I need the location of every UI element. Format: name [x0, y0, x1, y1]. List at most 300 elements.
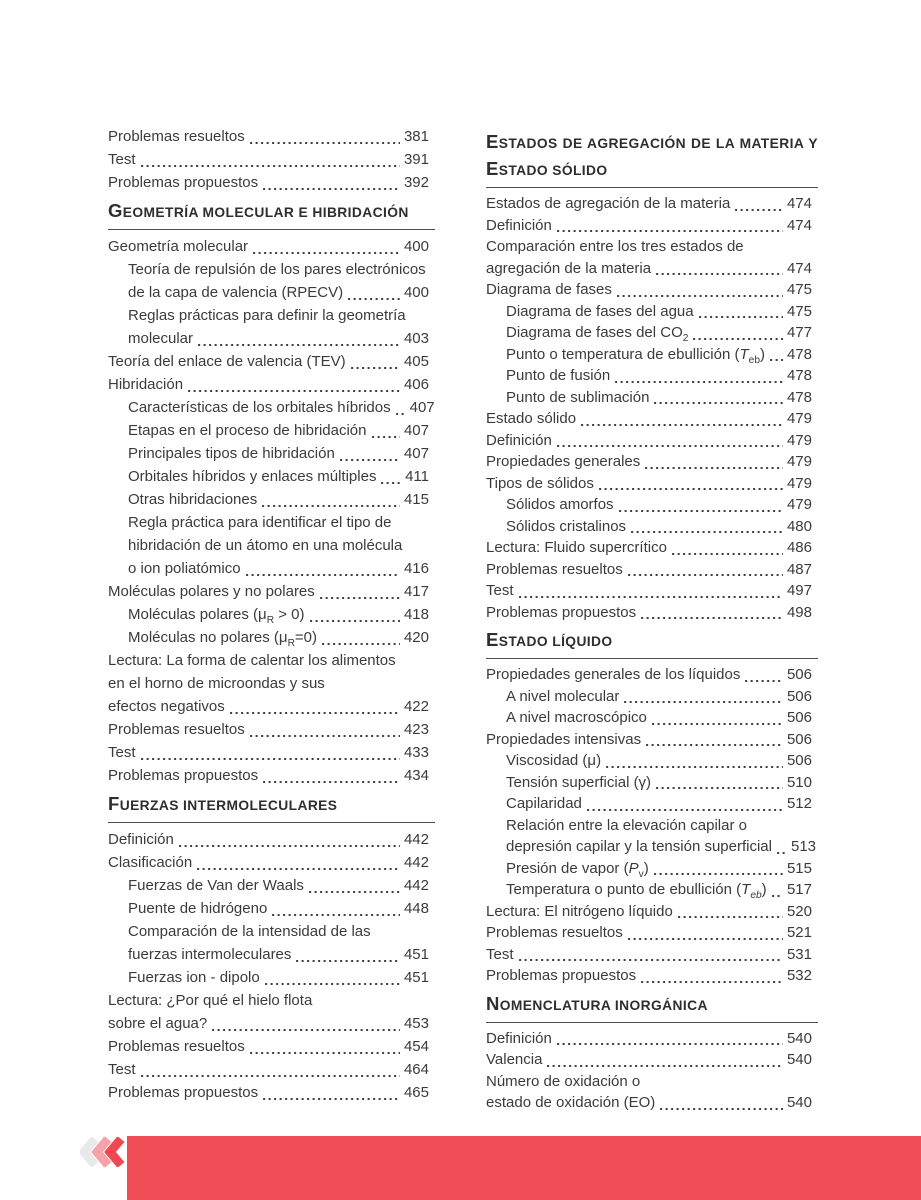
toc-entry-title: Problemas propuestos: [108, 174, 259, 191]
dot-leader: [660, 1108, 783, 1110]
toc-entry-line: [486, 451, 818, 473]
toc-entry-line: [486, 1071, 818, 1093]
toc-entry-line: [108, 442, 435, 465]
dot-leader: [656, 787, 783, 789]
toc-entry-line: [486, 279, 818, 301]
toc-entry-page: 540: [786, 1094, 812, 1111]
toc-entry-line: [486, 1092, 818, 1114]
toc-entry-page: 506: [786, 666, 812, 683]
toc-entry-title: Fuerzas ion - dipolo: [128, 969, 260, 986]
section-header: ESTADOS DE AGREGACIÓN DE LA MATERIA Y ESTADO SÓLIDO: [486, 129, 818, 188]
toc-entry-line: [108, 1012, 435, 1035]
toc-entry-page: 423: [403, 721, 429, 738]
toc-entry-line: [108, 125, 435, 148]
toc-entry-title: efectos negativos: [108, 698, 225, 715]
dot-leader: [652, 723, 783, 725]
toc-entry-page: 478: [786, 367, 812, 384]
dot-leader: [188, 390, 400, 392]
toc-entry-title: Test: [108, 151, 136, 168]
dot-leader: [250, 142, 400, 144]
toc-entry-page: 465: [403, 1084, 429, 1101]
dot-leader: [198, 344, 400, 346]
toc-entry-page: 498: [786, 603, 812, 621]
toc-entry-title: molecular: [128, 330, 194, 347]
toc-entry-line: [486, 387, 818, 409]
toc-entry-page: 531: [786, 945, 812, 963]
toc-entry-title: Problemas resueltos: [486, 924, 623, 941]
dot-leader: [263, 1098, 400, 1100]
toc-entry-line: [108, 764, 435, 787]
toc-entry-line: [108, 897, 435, 920]
toc-entry-title: Propiedades intensivas: [486, 730, 642, 748]
toc-entry-title: agregación de la materia: [486, 259, 652, 277]
dot-leader: [547, 1065, 783, 1067]
toc-entry-line: [108, 511, 435, 534]
toc-entry-page: 381: [403, 128, 429, 145]
toc-column-left: [108, 125, 435, 1104]
dot-leader: [246, 574, 400, 576]
toc-entry-title: de la capa de valencia (RPECV): [128, 284, 344, 301]
dot-leader: [519, 959, 783, 961]
toc-entry-page: 415: [403, 491, 429, 508]
toc-entry-title: Presión de vapor $(P_v)$: [506, 859, 649, 880]
toc-entry-title: hibridación de un átomo en una molécula: [128, 537, 403, 554]
dot-leader: [230, 712, 400, 714]
toc-entry-page: 406: [403, 376, 429, 393]
toc-entry-line: [486, 236, 818, 258]
toc-entry-title: sobre el agua?: [108, 1015, 208, 1032]
toc-entry-line: [108, 672, 435, 695]
toc-entry-title: Lectura: La forma de calentar los alimentos: [108, 652, 396, 669]
toc-entry-title: Moléculas polares $(\mu_R > 0)$: [128, 606, 305, 626]
dot-leader: [372, 436, 400, 438]
toc-section: [108, 125, 435, 194]
dot-leader: [777, 852, 787, 854]
toc-entry-line: [108, 148, 435, 171]
dot-leader: [253, 252, 400, 254]
dot-leader: [745, 680, 783, 682]
toc-entry-page: 486: [786, 539, 812, 556]
toc-entry-line: [486, 858, 818, 880]
toc-entry-title: Sólidos cristalinos: [506, 517, 627, 535]
toc-entry-page: 520: [786, 902, 812, 920]
toc-entry-line: [486, 772, 818, 794]
toc-entry-page: 407: [403, 422, 429, 439]
toc-entry-page: 422: [403, 698, 429, 715]
toc-entry-line: [108, 851, 435, 874]
toc-entry-title: Problemas resueltos: [486, 560, 623, 578]
dot-leader: [348, 298, 400, 300]
toc-entry-page: 513: [790, 838, 817, 855]
dot-leader: [772, 895, 783, 897]
toc-entry-page: 479: [786, 431, 812, 449]
toc-entry-page: 480: [786, 517, 812, 535]
toc-entry-page: 540: [786, 1029, 812, 1047]
toc-entry-page: 454: [403, 1038, 429, 1055]
toc-entry-title: Diagrama de fases: [486, 281, 612, 298]
toc-entry-title: Problemas propuestos: [486, 967, 637, 984]
toc-entry-title: Relación entre la elevación capilar o: [506, 816, 747, 834]
toc-entry-title: Estado sólido: [486, 410, 577, 427]
dot-leader: [250, 1052, 400, 1054]
toc-entry-line: [486, 559, 818, 581]
toc-entry-line: [108, 304, 435, 327]
toc-entry-line: [108, 327, 435, 350]
toc-entry-line: [108, 603, 435, 626]
toc-entry-line: [108, 920, 435, 943]
toc-entry-title: Regla práctica para identificar el tipo de: [128, 514, 392, 531]
toc-entry-title: Lectura: Fluido supercrítico: [486, 539, 667, 556]
toc-entry-line: [108, 396, 435, 419]
toc-entry-title: Diagrama de fases del $CO_2$: [506, 324, 689, 344]
toc-entry-line: [108, 580, 435, 603]
toc-entry-title: Viscosidad (μ): [506, 752, 602, 769]
dot-leader: [656, 273, 783, 275]
dot-leader: [678, 916, 783, 918]
toc-entry-page: 448: [403, 900, 429, 917]
toc-entry-line: [486, 750, 818, 772]
toc-entry-page: 451: [403, 969, 429, 986]
dot-leader: [262, 505, 400, 507]
dot-leader: [654, 402, 783, 404]
toc-entry-page: 478: [786, 345, 812, 363]
toc-entry-line: [108, 171, 435, 194]
toc-entry-line: [108, 350, 435, 373]
toc-entry-line: [486, 729, 818, 751]
toc-entry-line: [108, 1035, 435, 1058]
toc-entry-line: [486, 707, 818, 729]
toc-entry-title: Diagrama de fases del agua: [506, 302, 694, 320]
toc-entry-page: 506: [786, 687, 812, 705]
toc-entry-page: 418: [403, 606, 429, 623]
section-header: NOMENCLATURA INORGÁNICA: [486, 991, 818, 1023]
toc-entry-title: Comparación entre los tres estados de: [486, 238, 744, 255]
dot-leader: [654, 873, 783, 875]
toc-entry-page: 475: [786, 302, 812, 320]
toc-entry-line: [486, 494, 818, 516]
toc-entry-title: Características de los orbitales híbridos: [128, 399, 391, 416]
dot-leader: [309, 891, 400, 893]
toc-entry-line: [486, 901, 818, 923]
toc-section: [486, 627, 818, 987]
section-header: GEOMETRÍA MOLECULAR E HIBRIDACIÓN: [108, 198, 435, 230]
toc-entry-page: 405: [403, 353, 429, 370]
toc-entry-title: Punto de fusión: [506, 367, 611, 384]
toc-entry-title: Sólidos amorfos: [506, 496, 614, 513]
toc-entry-page: 475: [786, 281, 812, 298]
toc-entry-line: [486, 215, 818, 237]
toc-entry-line: [486, 836, 818, 858]
toc-entry-line: [108, 695, 435, 718]
toc-entry-line: [486, 944, 818, 966]
toc-entry-title: Clasificación: [108, 854, 193, 871]
toc-entry-title: Reglas prácticas para definir la geometría: [128, 307, 406, 324]
toc-section: [108, 198, 435, 787]
dot-leader: [587, 809, 783, 811]
toc-entry-page: 400: [403, 238, 429, 255]
dot-leader: [212, 1029, 400, 1031]
toc-entry-line: [108, 874, 435, 897]
toc-entry-title: Test: [486, 945, 514, 963]
toc-entry-title: Lectura: El nitrógeno líquido: [486, 902, 673, 920]
toc-entry-line: [486, 430, 818, 452]
toc-entry-title: Problemas resueltos: [108, 128, 245, 145]
toc-column-right: [486, 125, 818, 1114]
toc-entry-page: 487: [786, 560, 812, 578]
dot-leader: [519, 596, 783, 598]
toc-entry-page: 479: [786, 410, 812, 427]
toc-entry-line: [486, 301, 818, 323]
toc-entry-title: Test: [108, 744, 136, 761]
toc-entry-page: 433: [403, 744, 429, 761]
toc-entry-line: [486, 602, 818, 624]
toc-entry-line: [108, 235, 435, 258]
toc-entry-page: 411: [405, 468, 429, 485]
dot-leader: [340, 459, 400, 461]
toc-entry-title: Definición: [108, 831, 174, 848]
toc-entry-title: en el horno de microondas y sus: [108, 675, 325, 692]
toc-entry-page: 451: [403, 946, 429, 963]
dot-leader: [296, 960, 400, 962]
toc-entry-page: 442: [403, 877, 429, 894]
dot-leader: [141, 758, 400, 760]
toc-entry-line: [486, 879, 818, 901]
section-header: FUERZAS INTERMOLECULARES: [108, 791, 435, 823]
toc-entry-title: Tipos de sólidos: [486, 474, 594, 492]
toc-entry-line: [486, 473, 818, 495]
toc-entry-title: Teoría del enlace de valencia (TEV): [108, 353, 346, 370]
toc-entry-page: 515: [786, 859, 812, 877]
toc-entry-line: [486, 664, 818, 686]
toc-entry-title: Problemas propuestos: [486, 603, 637, 621]
toc-entry-line: [108, 534, 435, 557]
toc-entry-page: 506: [786, 730, 812, 748]
toc-entry-title: o ion poliatómico: [128, 560, 241, 577]
toc-entry-line: [108, 943, 435, 966]
dot-leader: [320, 597, 400, 599]
toc-entry-title: Punto o temperatura de ebullición $(T_{eb})$: [506, 345, 765, 366]
dot-leader: [628, 938, 783, 940]
toc-entry-title: Valencia: [486, 1051, 543, 1068]
toc-entry-title: Punto de sublimación: [506, 388, 650, 406]
toc-section: [486, 991, 818, 1114]
toc-entry-title: Moléculas polares y no polares: [108, 583, 315, 600]
dot-leader: [599, 488, 783, 490]
dot-leader: [619, 510, 783, 512]
toc-entry-page: 540: [786, 1051, 812, 1068]
dot-leader: [641, 981, 783, 983]
toc-entry-title: fuerzas intermoleculares: [128, 946, 292, 963]
toc-entry-line: [108, 626, 435, 649]
toc-entry-title: Orbitales híbridos y enlaces múltiples: [128, 468, 377, 485]
toc-entry-title: A nivel macroscópico: [506, 709, 647, 726]
dot-leader: [631, 531, 783, 533]
toc-entry-line: [108, 741, 435, 764]
toc-entry-page: 478: [786, 388, 812, 406]
dot-leader: [557, 1043, 783, 1045]
toc-entry-line: [108, 419, 435, 442]
dot-leader: [272, 914, 400, 916]
toc-entry-title: Test: [108, 1061, 136, 1078]
toc-section: [108, 791, 435, 1104]
toc-entry-title: Tensión superficial (γ): [506, 773, 652, 791]
toc-entry-line: [108, 465, 435, 488]
toc-entry-title: Hibridación: [108, 376, 184, 393]
toc-entry-title: Etapas en el proceso de hibridación: [128, 422, 367, 439]
toc-entry-title: Estados de agregación de la materia: [486, 195, 731, 212]
dot-leader: [624, 701, 783, 703]
toc-entry-page: 464: [403, 1061, 429, 1078]
toc-entry-title: Problemas propuestos: [108, 1084, 259, 1101]
dot-leader: [310, 620, 400, 622]
dot-leader: [615, 381, 783, 383]
toc-entry-page: 407: [409, 399, 435, 416]
toc-entry-line: [486, 408, 818, 430]
toc-entry-title: Definición: [486, 431, 552, 449]
toc-entry-page: 442: [403, 831, 429, 848]
toc-entry-line: [486, 193, 818, 215]
toc-entry-line: [486, 815, 818, 837]
toc-entry-title: Test: [486, 582, 514, 599]
toc-entry-page: 479: [786, 474, 812, 492]
toc-entry-line: [486, 322, 818, 344]
toc-entry-page: 521: [786, 924, 812, 941]
double-chevron-left-icon: [80, 1137, 130, 1167]
dot-leader: [735, 209, 783, 211]
toc-entry-page: 434: [403, 767, 429, 784]
dot-leader: [141, 165, 400, 167]
toc-entry-page: 392: [403, 174, 429, 191]
toc-entry-page: 532: [786, 967, 812, 984]
toc-entry-page: 403: [403, 330, 429, 347]
dot-leader: [672, 553, 783, 555]
toc-entry-line: [486, 965, 818, 987]
toc-entry-line: [108, 828, 435, 851]
toc-entry-title: Geometría molecular: [108, 238, 249, 255]
toc-entry-title: estado de oxidación (EO): [486, 1094, 656, 1111]
toc-entry-page: 442: [403, 854, 429, 871]
toc-entry-page: 416: [403, 560, 429, 577]
dot-leader: [770, 359, 783, 361]
dot-leader: [646, 744, 783, 746]
dot-leader: [557, 445, 783, 447]
toc-entry-line: [486, 258, 818, 280]
dot-leader: [263, 781, 400, 783]
toc-entry-page: 506: [786, 752, 812, 769]
toc-entry-line: [108, 1081, 435, 1104]
toc-entry-title: Capilaridad: [506, 795, 582, 812]
toc-entry-line: [486, 686, 818, 708]
toc-entry-line: [486, 922, 818, 944]
toc-entry-page: 417: [403, 583, 429, 600]
toc-entry-title: Puente de hidrógeno: [128, 900, 268, 917]
toc-entry-title: Problemas resueltos: [108, 721, 245, 738]
toc-entry-line: [108, 488, 435, 511]
toc-entry-title: Temperatura o punto de ebullición $(T_{eb})$: [506, 881, 767, 901]
dot-leader: [381, 482, 401, 484]
dot-leader: [141, 1075, 400, 1077]
toc-entry-title: Propiedades generales: [486, 453, 641, 470]
toc-entry-page: 474: [786, 195, 812, 212]
toc-entry-line: [108, 966, 435, 989]
toc-entry-title: Problemas resueltos: [108, 1038, 245, 1055]
dot-leader: [557, 230, 783, 232]
toc-entry-title: Fuerzas de Van der Waals: [128, 877, 304, 894]
toc-entry-line: [108, 557, 435, 580]
toc-entry-title: Comparación de la intensidad de las: [128, 923, 371, 940]
toc-entry-page: 517: [786, 881, 812, 898]
toc-entry-title: Teoría de repulsión de los pares electrónicos: [128, 261, 426, 278]
toc-entry-page: 474: [786, 216, 812, 234]
toc-entry-page: 479: [786, 453, 812, 470]
toc-entry-title: depresión capilar y la tensión superficial: [506, 838, 772, 855]
toc-entry-page: 453: [403, 1015, 429, 1032]
toc-entry-title: Otras hibridaciones: [128, 491, 258, 508]
toc-entry-line: [108, 1058, 435, 1081]
toc-entry-page: 506: [786, 709, 812, 726]
dot-leader: [581, 424, 783, 426]
toc-entry-title: Definición: [486, 1029, 552, 1047]
section-header: ESTADO LÍQUIDO: [486, 627, 818, 659]
dot-leader: [699, 316, 783, 318]
toc-entry-page: 474: [786, 259, 812, 277]
dot-leader: [628, 574, 783, 576]
toc-entry-title: Lectura: ¿Por qué el hielo flota: [108, 992, 313, 1009]
toc-entry-line: [108, 281, 435, 304]
dot-leader: [351, 367, 400, 369]
toc-section: [486, 129, 818, 623]
footer-bar: [127, 1136, 921, 1200]
toc-entry-title: Definición: [486, 216, 552, 234]
toc-entry-line: [486, 793, 818, 815]
toc-entry-line: [486, 1049, 818, 1071]
toc-entry-title: Moléculas no polares $(\mu_R=0)$: [128, 629, 318, 649]
toc-entry-page: 512: [786, 795, 812, 812]
dot-leader: [617, 295, 783, 297]
dot-leader: [250, 735, 400, 737]
dot-leader: [179, 845, 400, 847]
toc-entry-line: [108, 649, 435, 672]
dot-leader: [693, 338, 783, 340]
dot-leader: [197, 868, 400, 870]
toc-entry-line: [486, 580, 818, 602]
dot-leader: [641, 617, 783, 619]
dot-leader: [322, 643, 400, 645]
dot-leader: [265, 983, 400, 985]
toc-entry-title: Número de oxidación o: [486, 1072, 641, 1090]
dot-leader: [606, 766, 783, 768]
dot-leader: [263, 188, 400, 190]
toc-entry-line: [486, 1028, 818, 1050]
toc-entry-page: 477: [786, 324, 812, 341]
toc-entry-line: [108, 989, 435, 1012]
toc-entry-title: A nivel molecular: [506, 687, 620, 705]
toc-entry-page: 407: [403, 445, 429, 462]
dot-leader: [645, 467, 783, 469]
toc-entry-line: [486, 365, 818, 387]
toc-entry-line: [108, 373, 435, 396]
toc-entry-page: 391: [403, 151, 429, 168]
toc-entry-title: Principales tipos de hibridación: [128, 445, 335, 462]
toc-entry-line: [486, 344, 818, 366]
toc-entry-line: [486, 516, 818, 538]
toc-entry-title: Problemas propuestos: [108, 767, 259, 784]
toc-entry-line: [108, 718, 435, 741]
dot-leader: [396, 413, 406, 415]
toc-entry-page: 510: [786, 773, 812, 791]
toc-entry-page: 420: [403, 629, 429, 646]
toc-entry-page: 497: [786, 582, 812, 599]
